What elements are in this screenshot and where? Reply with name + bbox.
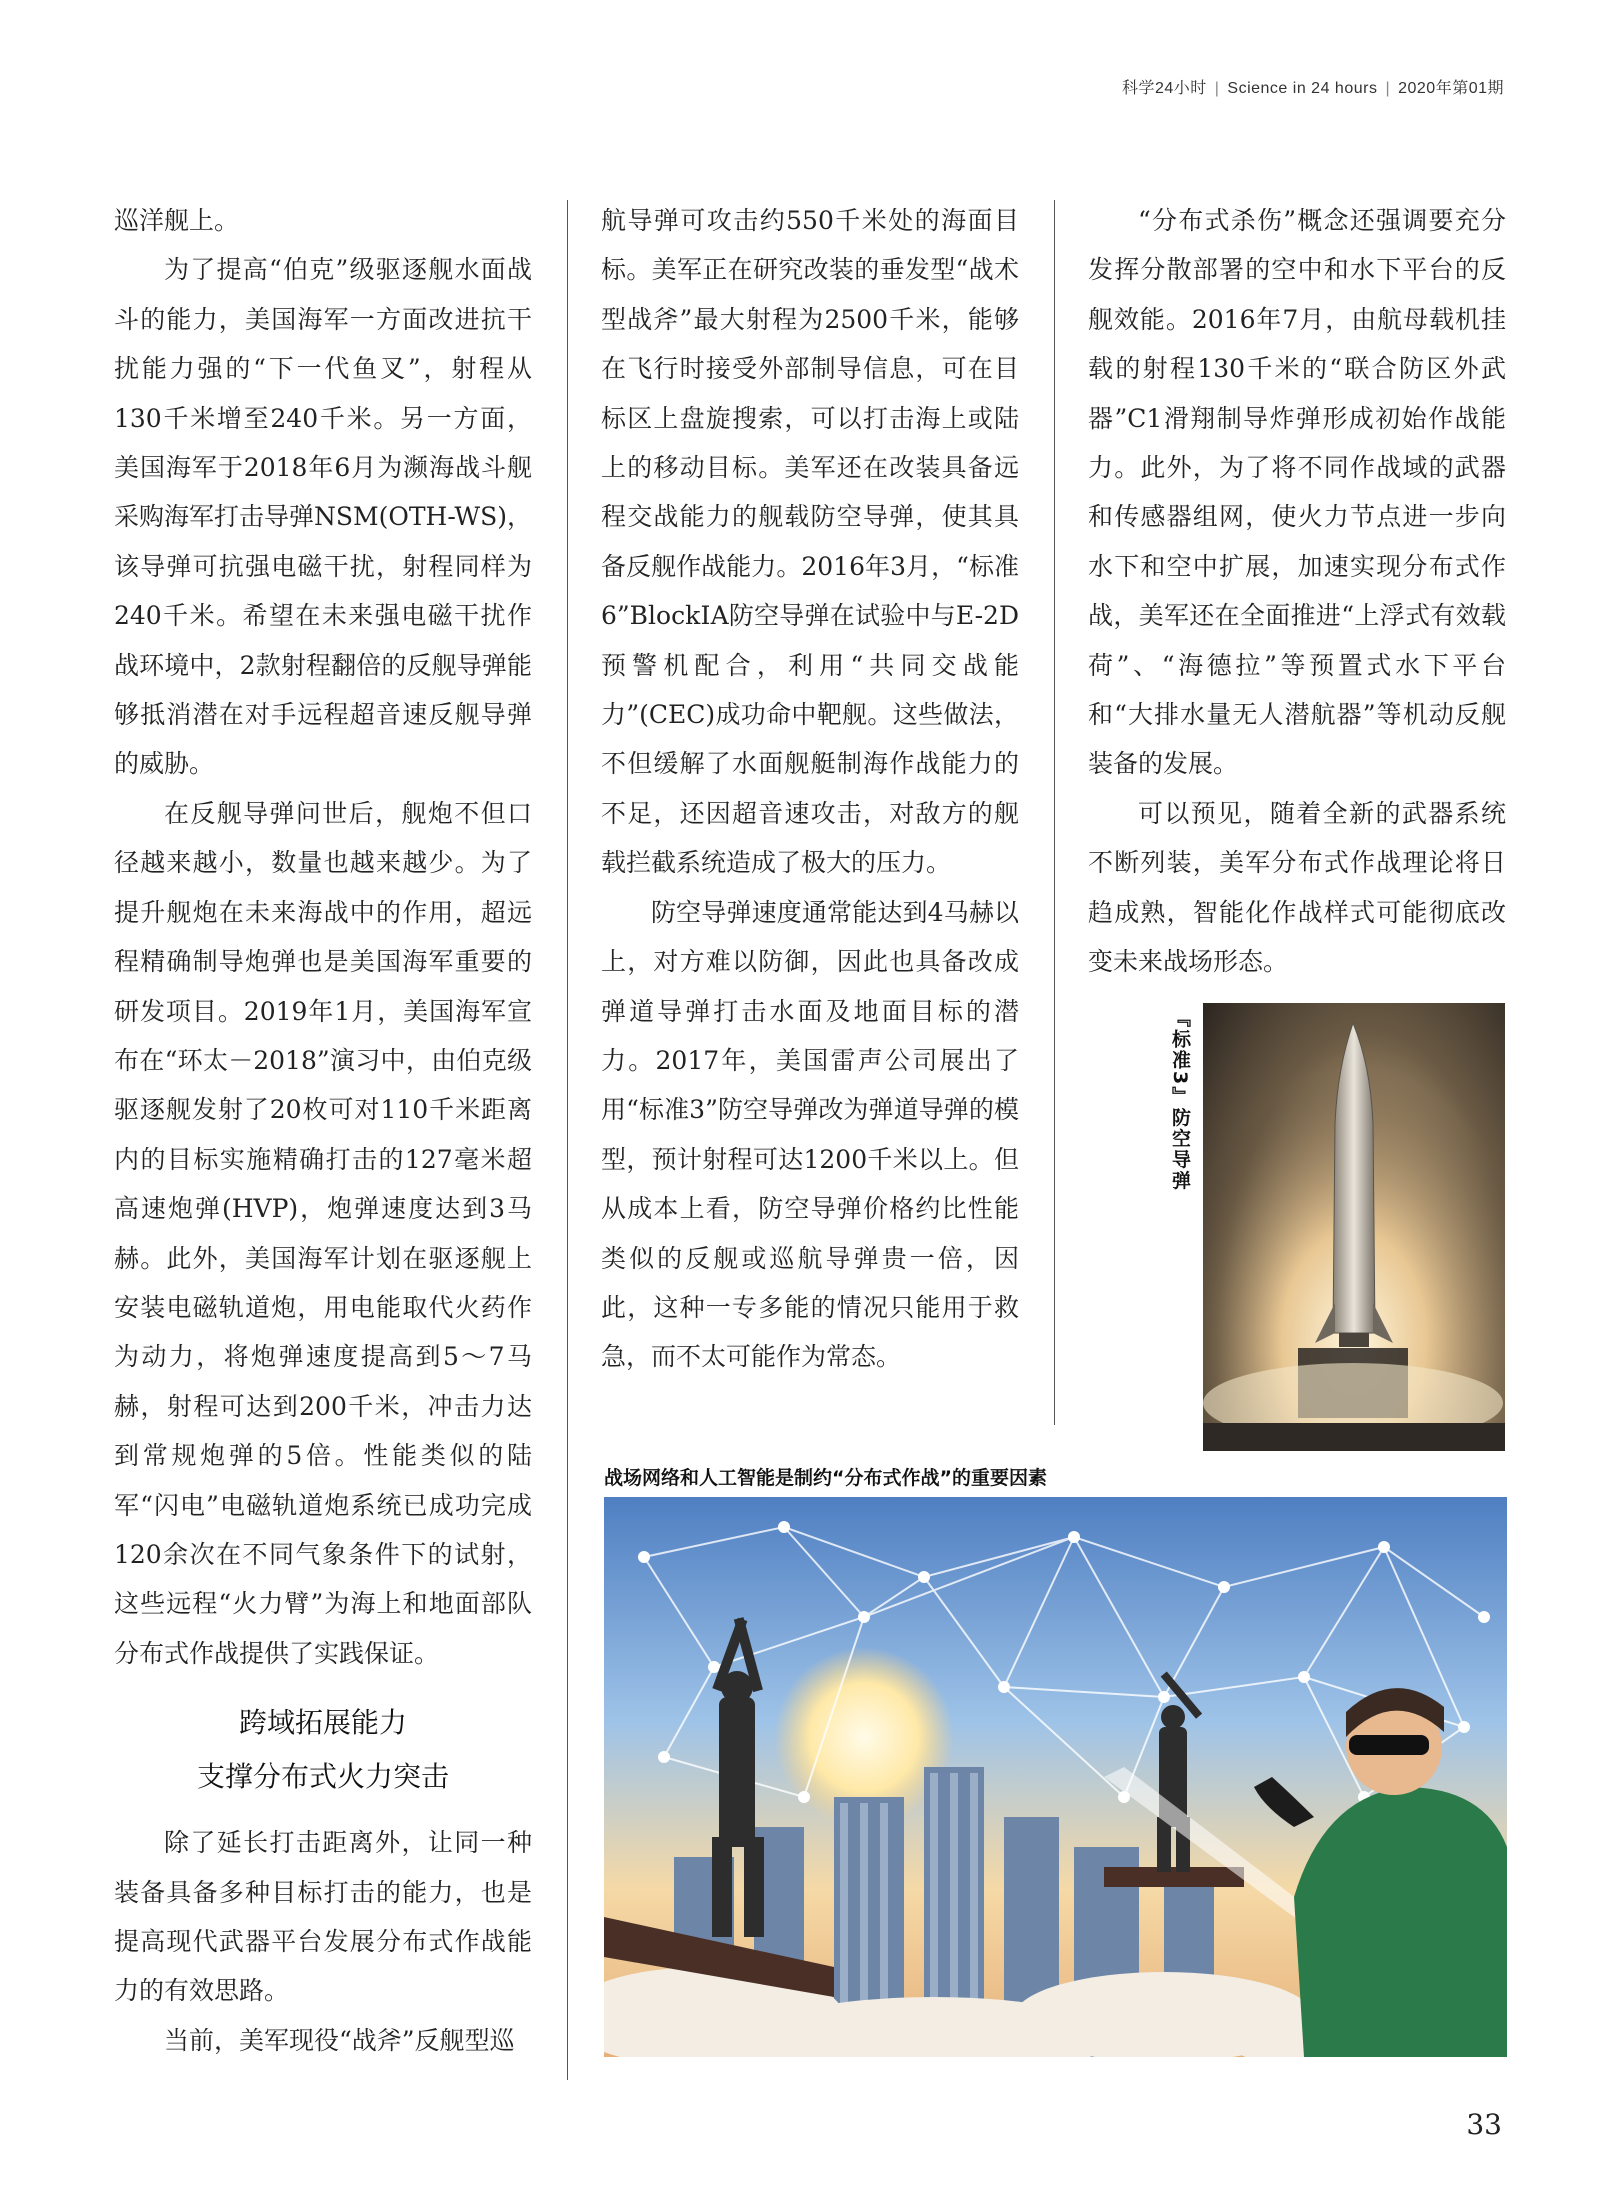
rocket-photo-caption: 『标准3』防空导弹	[1169, 1008, 1191, 1192]
paragraph: 防空导弹速度通常能达到4马赫以上，对方难以防御，因此也具备改成弹道导弹打击水面及地面目标的潜力。2017年，美国雷声公司展出了用“标准3”防空导弹改为弹道导弹的模型，预计射程可达1200千米以上。但从成本上看，防空导弹价格约比性能类似的反舰或巡航导弹贵一倍，因此，这种一专多能的情况只能用于救急，而不太可能作为常态。	[601, 897, 1019, 1372]
magazine-english-name: Science in 24 hours	[1227, 80, 1378, 97]
paragraph: 巡洋舰上。	[114, 206, 240, 235]
text-column-1	[114, 196, 532, 2065]
page-number: 33	[1466, 2108, 1502, 2141]
missile-launch-photo	[1203, 1003, 1505, 1451]
magazine-name: 科学24小时	[1121, 80, 1207, 97]
paragraph: 可以预见，随着全新的武器系统不断列装，美军分布式作战理论将日趋成熟，智能化作战样式可能彻底改变未来战场形态。	[1088, 798, 1506, 977]
issue-label: 2020年第01期	[1398, 80, 1504, 97]
section-heading-line-1: 跨域拓展能力	[238, 1706, 407, 1740]
running-header: 科学24小时 | Science in 24 hours | 2020年第01期	[1121, 80, 1504, 97]
illustration-graphic	[604, 1497, 1507, 2057]
paragraph: 航导弹可攻击约550千米处的海面目标。美军正在研究改装的垂发型“战术型战斧”最大射程为2500千米，能够在飞行时接受外部制导信息，可在目标区上盘旋搜索，可以打击海上或陆上的移动目标。美军还在改装具备远程交战能力的舰载防空导弹，使其具备反舰作战能力。2016年3月，“标准6”BlockⅠA防空导弹在试验中与E-2D预警机配合，利用“共同交战能力”(CEC)成功命中靶舰。这些做法，不但缓解了水面舰艇制海作战能力的不足，还因超音速攻击，对敌方的舰载拦截系统造成了极大的压力。	[601, 206, 1019, 878]
paragraph: “分布式杀伤”概念还强调要充分发挥分散部署的空中和水下平台的反舰效能。2016年7月，由航母载机挂载的射程130千米的“联合防区外武器”C1滑翔制导炸弹形成初始作战能力。此外，为了将不同作战域的武器和传感器组网，使火力节点进一步向水下和空中扩展，加速实现分布式作战，美军还在全面推进“上浮式有效载荷”、“海德拉”等预置式水下平台和“大排水量无人潜航器”等机动反舰装备的发展。	[1088, 206, 1506, 779]
section-heading	[114, 1696, 532, 1804]
paragraph: 除了延长打击距离外，让同一种装备具备多种目标打击的能力，也是提高现代武器平台发展分布式作战能力的有效思路。	[114, 1828, 532, 2006]
missile-launch-graphic	[1203, 1003, 1505, 1451]
column-divider	[567, 200, 568, 2080]
column-divider	[1054, 200, 1055, 1425]
network-ai-illustration	[604, 1497, 1507, 2057]
text-column-2	[601, 196, 1019, 1382]
paragraph: 为了提高“伯克”级驱逐舰水面战斗的能力，美国海军一方面改进抗干扰能力强的“下一代鱼叉”，射程从130千米增至240千米。另一方面，美国海军于2018年6月为濒海战斗舰采购海军打击导弹NSM(OTH-WS)，该导弹可抗强电磁干扰，射程同样为240千米。希望在未来强电磁干扰作战环境中，2款射程翻倍的反舰导弹能够抵消潜在对手远程超音速反舰导弹的威胁。	[114, 255, 532, 779]
section-heading-line-2: 支撑分布式火力突击	[196, 1760, 449, 1794]
text-column-3	[1088, 196, 1506, 987]
paragraph: 在反舰导弹问世后，舰炮不但口径越来越小，数量也越来越少。为了提升舰炮在未来海战中的作用，超远程精确制导炮弹也是美国海军重要的研发项目。2019年1月，美国海军宣布在“环太－2018”演习中，由伯克级驱逐舰发射了20枚可对110千米距离内的目标实施精确打击的127毫米超高速炮弹(HVP)，炮弹速度达到3马赫。此外，美国海军计划在驱逐舰上安装电磁轨道炮，用电能取代火药作为动力，将炮弹速度提高到5～7马赫，射程可达到200千米，冲击力达到常规炮弹的5倍。性能类似的陆军“闪电”电磁轨道炮系统已成功完成120余次在不同气象条件下的试射，这些远程“火力臂”为海上和地面部队分布式作战提供了实践保证。	[114, 798, 532, 1668]
paragraph: 当前，美军现役“战斧”反舰型巡	[164, 2025, 515, 2055]
figure-caption: 战场网络和人工智能是制约“分布式作战”的重要因素	[604, 1467, 1047, 1489]
